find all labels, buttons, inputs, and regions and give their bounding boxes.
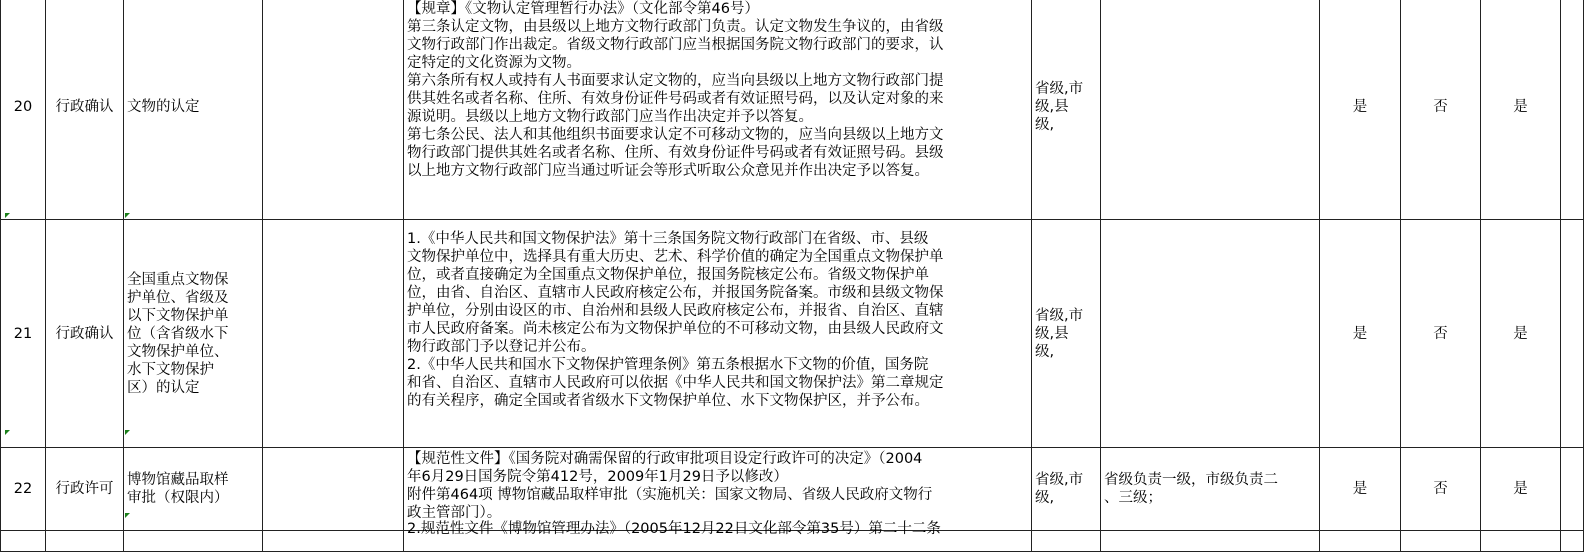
legal-basis[interactable]: 1.《中华人民共和国文物保护法》第十三条国务院文物行政部门在省级、市、县级 文物保护单位中，选择具有重大历史、艺术、科学价值的确定为全国重点文物保护单 位，或者直接确定为全国重点文物保护单位，报国务院核定公布。省级文物保护单 位，由省、自治区、直辖市人民政府核定公布，并报国务院备案。市级和县级文物保 护单位，分别由设区的市、自治州和县级人民政府核定公布，并报省、自治区、直辖 市人民政府备案。尚未核定公布为文物保护单位的不可移动文物，由县级人民政府文 物行政部门予以登记并公布。 2.《中华人民共和国水下文物保护管理条例》第五条根据水下文物的价值，国务院 和省、自治区、直辖市人民政府可以依据《中华人民共和国文物保护法》第二章规定 的有关程序，确定全国或者省级水下文物保护单位、水下文物保护区，并予公布。 [404, 220, 1032, 448]
flag-cell-1[interactable]: 是 [1320, 220, 1401, 448]
empty-cell[interactable] [263, 531, 404, 552]
flag-cell-3[interactable]: 是 [1481, 448, 1561, 531]
exercise-level[interactable]: 省级,市 级, [1032, 448, 1101, 531]
row-number[interactable]: 20 [1, 0, 46, 220]
division-of-duty[interactable] [1101, 220, 1320, 448]
empty-cell[interactable] [1561, 0, 1584, 220]
cell-comment-marker [125, 513, 130, 518]
table-row [1, 220, 1584, 448]
flag-cell-1[interactable]: 是 [1320, 0, 1401, 220]
division-of-duty[interactable]: 省级负责一级，市级负责二 、三级； [1101, 448, 1320, 531]
flag-cell-1[interactable]: 是 [1320, 448, 1401, 531]
flag-cell-2[interactable] [1401, 531, 1481, 552]
exercise-level[interactable] [1032, 531, 1101, 552]
item-type[interactable] [46, 531, 124, 552]
division-of-duty[interactable] [1101, 531, 1320, 552]
item-name[interactable]: 全国重点文物保 护单位、省级及 以下文物保护单 位（含省级水下 文物保护单位、 水下文物保护 区）的认定 [124, 220, 263, 448]
legal-basis[interactable]: 【规范性文件】《国务院对确需保留的行政审批项目设定行政许可的决定》（2004 年6月29日国务院令第412号，2009年1月29日予以修改） 附件第464项 博物馆藏品取样审批（实施机关：国家文物局、省级人民政府文物行 政主管部门）。 [404, 448, 1032, 531]
legal-basis[interactable] [404, 521, 1032, 552]
empty-cell[interactable] [263, 448, 404, 531]
partial-text: 2.规范性文件《博物馆管理办法》（2005年12月22日文化部令第35号）第二十二条 [407, 521, 941, 537]
table-row [1, 0, 1584, 220]
empty-cell[interactable] [1561, 220, 1584, 448]
flag-cell-2[interactable]: 否 [1401, 448, 1481, 531]
item-type[interactable]: 行政确认 [46, 0, 124, 220]
item-name[interactable]: 文物的认定 [124, 0, 263, 220]
item-type[interactable]: 行政确认 [46, 220, 124, 448]
empty-cell[interactable] [263, 220, 404, 448]
row-number[interactable]: 22 [1, 448, 46, 531]
flag-cell-1[interactable] [1320, 531, 1401, 552]
empty-cell[interactable] [263, 0, 404, 220]
flag-cell-3[interactable] [1481, 531, 1561, 552]
table-row [1, 531, 1584, 552]
flag-cell-3[interactable]: 是 [1481, 220, 1561, 448]
item-type[interactable]: 行政许可 [46, 448, 124, 531]
row-number[interactable]: 21 [1, 220, 46, 448]
division-of-duty[interactable] [1101, 0, 1320, 220]
flag-cell-2[interactable]: 否 [1401, 220, 1481, 448]
row-number[interactable] [1, 531, 46, 552]
cell-comment-marker [125, 213, 130, 218]
cell-comment-marker [5, 430, 10, 435]
item-name[interactable]: 博物馆藏品取样 审批（权限内） [124, 448, 263, 531]
flag-cell-3[interactable]: 是 [1481, 0, 1561, 220]
flag-cell-2[interactable]: 否 [1401, 0, 1481, 220]
exercise-level[interactable]: 省级,市 级,县 级, [1032, 220, 1101, 448]
cell-comment-marker [125, 430, 130, 435]
cell-comment-marker [5, 213, 10, 218]
table-row [1, 448, 1584, 531]
item-name[interactable] [124, 531, 263, 552]
empty-cell[interactable] [1561, 531, 1584, 552]
empty-cell[interactable] [1561, 448, 1584, 531]
exercise-level[interactable]: 省级,市 级,县 级, [1032, 0, 1101, 220]
legal-basis[interactable]: 【规章】《文物认定管理暂行办法》（文化部令第46号） 第三条认定文物，由县级以上地方文物行政部门负责。认定文物发生争议的，由省级 文物行政部门作出裁定。省级文物行政部门应当根据国务院文物行政部门的要求，认 定特定的文化资源为文物。 第六条所有权人或持有人书面要求认定文物的，应当向县级以上地方文物行政部门提 供其姓名或者名称、住所、有效身份证件号码或者有效证照号码，以及认定对象的来 源说明。县级以上地方文物行政部门应当作出决定并予以答复。 第七条公民、法人和其他组织书面要求认定不可移动文物的，应当向县级以上地方文 物行政部门提供其姓名或者名称、住所、有效身份证件号码或者有效证照号码。县级 以上地方文物行政部门应当通过听证会等形式听取公众意见并作出决定予以答复。 [404, 0, 1032, 220]
